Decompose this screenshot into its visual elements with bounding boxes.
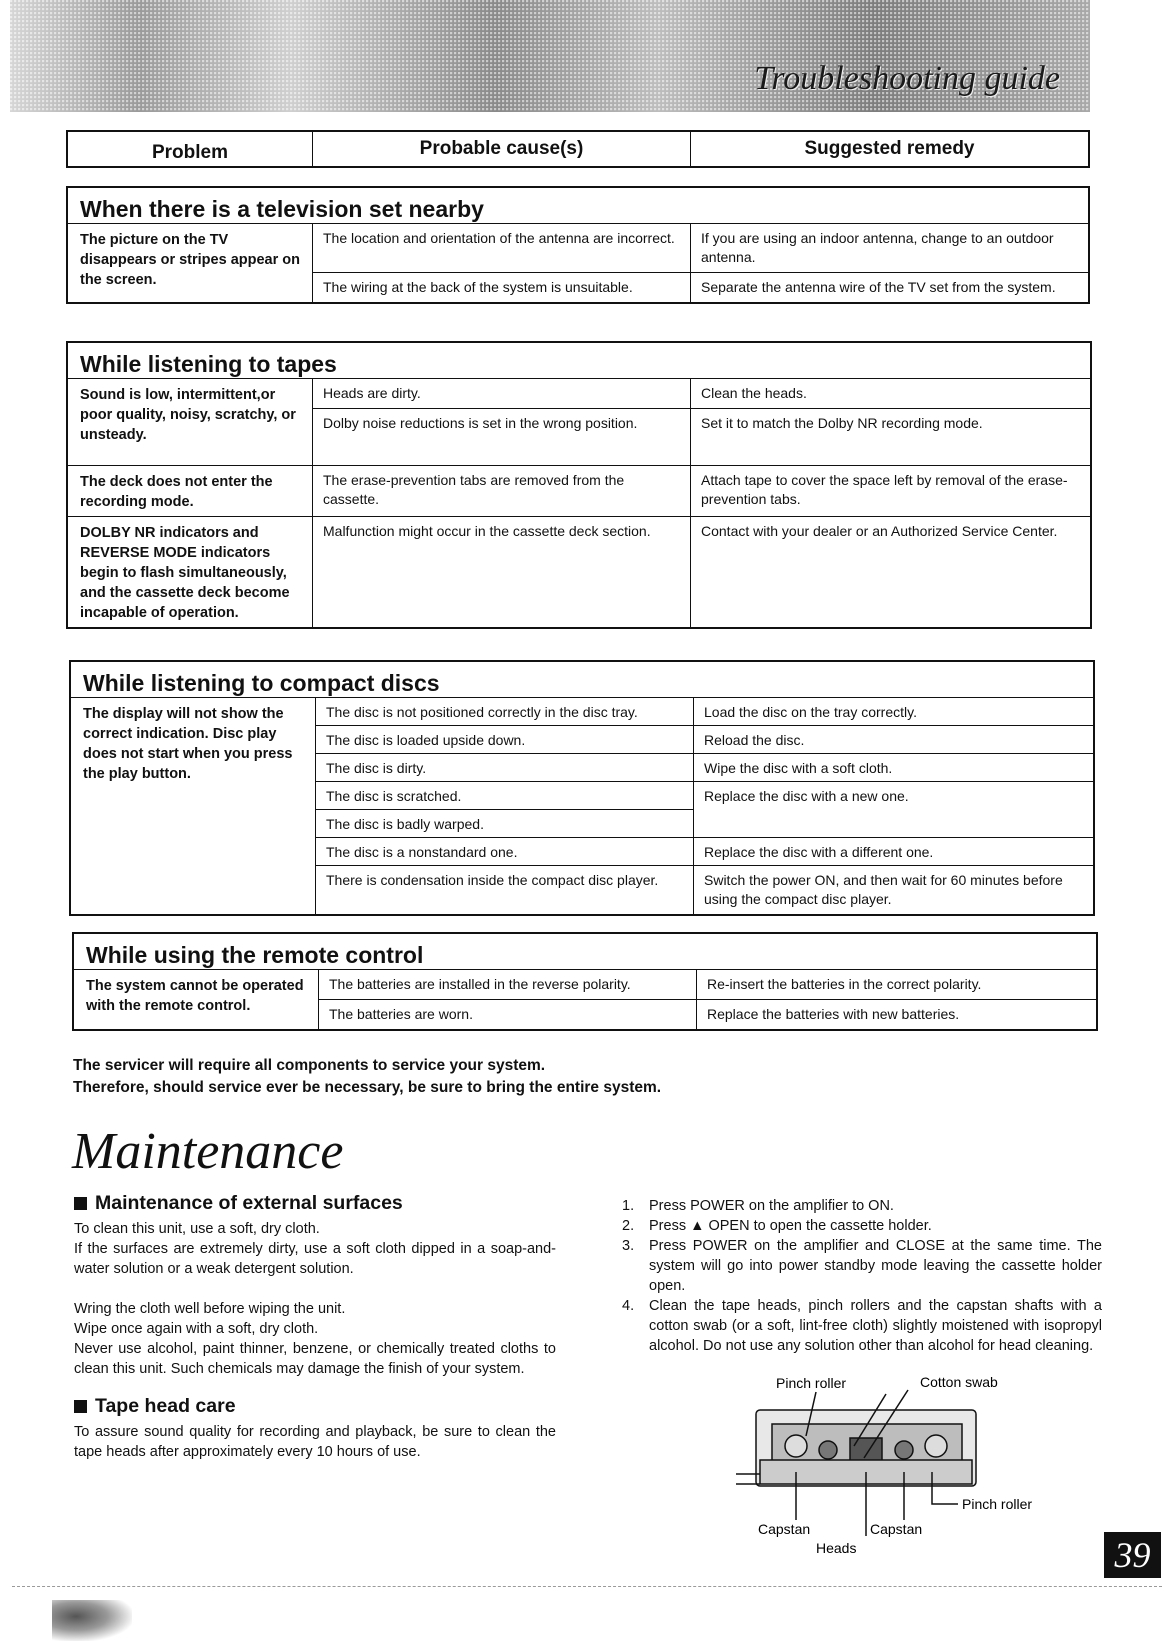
cause-cell: The disc is badly warped. bbox=[316, 810, 693, 838]
table-row bbox=[313, 273, 1088, 302]
maintenance-left-column bbox=[74, 1192, 556, 1462]
footer-divider bbox=[12, 1586, 1162, 1588]
cause-cell: Malfunction might occur in the cassette deck section. bbox=[313, 517, 691, 627]
cause-column bbox=[316, 698, 694, 914]
remedy-cell: Replace the batteries with new batteries. bbox=[707, 1006, 960, 1022]
cause-cell: The location and orientation of the antenna are incorrect. bbox=[313, 224, 691, 272]
notice-line: Therefore, should service ever be necessary, be sure to bring the entire system. bbox=[73, 1079, 662, 1096]
paragraph: To assure sound quality for recording and playback, be sure to clean the tape heads after approximately every 10 hours of use. bbox=[74, 1424, 556, 1460]
cause-cell: The batteries are installed in the reverse polarity. bbox=[319, 970, 697, 999]
header-banner bbox=[10, 0, 1090, 112]
remedy-cell: Replace the disc with a different one. bbox=[694, 838, 1093, 866]
problem-text: The deck does not enter the recording mode. bbox=[68, 466, 313, 516]
remedy-cell: Reload the disc. bbox=[694, 726, 1093, 754]
paragraph: To clean this unit, use a soft, dry cloth. bbox=[74, 1221, 320, 1237]
remedy-cell: Re-insert the batteries in the correct polarity. bbox=[707, 976, 982, 992]
remedy-column bbox=[694, 698, 1093, 914]
label-pinch-roller-right: Pinch roller bbox=[962, 1496, 1033, 1512]
section-title: While listening to tapes bbox=[68, 343, 1090, 379]
remedy-cell: Replace the disc with a new one. bbox=[694, 782, 1093, 838]
label-capstan-left: Capstan bbox=[758, 1521, 811, 1537]
cause-cell: Dolby noise reductions is set in the wrong position. bbox=[313, 409, 691, 465]
problem-text: DOLBY NR indicators and REVERSE MODE indicators begin to flash simultaneously, and the cassette deck become incapable of operation. bbox=[68, 517, 313, 627]
cause-cell: The wiring at the back of the system is unsuitable. bbox=[313, 273, 691, 302]
list-item: 2 . Press ▲ OPEN to open the cassette holder. bbox=[622, 1216, 1102, 1236]
problem-text: The system cannot be operated with the remote control. bbox=[86, 978, 304, 1014]
cause-cell: Heads are dirty. bbox=[313, 379, 691, 408]
column-header-cause: Probable cause(s) bbox=[313, 132, 691, 166]
page-number: 39 bbox=[1104, 1532, 1161, 1578]
section-tapes bbox=[66, 341, 1092, 629]
cleaning-steps bbox=[622, 1196, 1102, 1356]
cause-cell: The batteries are worn. bbox=[319, 1000, 697, 1029]
table-row bbox=[319, 1000, 1096, 1029]
square-bullet-icon bbox=[74, 1400, 87, 1413]
table-row bbox=[313, 224, 1088, 273]
page-title: Troubleshooting guide bbox=[754, 60, 1060, 97]
remedy-cell: Set it to match the Dolby NR recording mode. bbox=[701, 415, 983, 431]
paragraph: If the surfaces are extremely dirty, use a soft cloth dipped in a soap-and-water solution or a weak detergent solution. bbox=[74, 1241, 556, 1277]
problem-group bbox=[68, 466, 1090, 517]
section-title: While using the remote control bbox=[74, 934, 1096, 970]
scan-artifact bbox=[52, 1600, 132, 1641]
label-capstan-right: Capstan bbox=[870, 1521, 923, 1537]
paragraph: Never use alcohol, paint thinner, benzene, or chemically treated cloths to clean this unit. Such chemicals may damage the finish of your system. bbox=[74, 1341, 556, 1377]
notice-line: The servicer will require all components to service your system. bbox=[73, 1057, 546, 1074]
column-header-row bbox=[66, 130, 1090, 168]
remedy-cell: Contact with your dealer or an Authorized Service Center. bbox=[701, 523, 1058, 539]
tape-head-diagram bbox=[736, 1372, 1076, 1572]
problem-text: The picture on the TV disappears or stripes appear on the screen. bbox=[80, 232, 300, 288]
cause-cell: The disc is loaded upside down. bbox=[316, 726, 693, 754]
section-title: When there is a television set nearby bbox=[68, 188, 1088, 224]
external-surfaces-heading bbox=[74, 1192, 556, 1215]
label-heads: Heads bbox=[816, 1540, 857, 1556]
section-remote bbox=[72, 932, 1098, 1031]
table-row bbox=[313, 517, 1090, 627]
problem-group bbox=[68, 517, 1090, 627]
label-cotton-swab: Cotton swab bbox=[920, 1374, 998, 1390]
heading-text: Maintenance of external surfaces bbox=[95, 1192, 403, 1214]
tape-head-care-heading bbox=[74, 1395, 556, 1418]
remedy-cell: Switch the power ON, and then wait for 60 minutes before using the compact disc player. bbox=[704, 872, 1063, 907]
maintenance-right-column bbox=[622, 1196, 1102, 1356]
section-tv bbox=[66, 186, 1090, 304]
cause-cell: The erase-prevention tabs are removed from the cassette. bbox=[313, 466, 691, 516]
service-notice bbox=[73, 1055, 661, 1099]
column-header-remedy: Suggested remedy bbox=[804, 138, 975, 159]
remedy-cell: Separate the antenna wire of the TV set from the system. bbox=[701, 279, 1056, 295]
paragraph: Wipe once again with a soft, dry cloth. bbox=[74, 1321, 319, 1337]
table-row bbox=[313, 409, 1090, 465]
section-title: While listening to compact discs bbox=[71, 662, 1093, 698]
cause-cell: The disc is a nonstandard one. bbox=[316, 838, 693, 866]
remedy-cell: Load the disc on the tray correctly. bbox=[694, 698, 1093, 726]
list-item: 4 . Clean the tape heads, pinch rollers and the capstan shafts with a cotton swab (or a soft, lint-free cloth) slightly moistened with isopropyl alcohol. Do not use any solution other than alcohol for head cleaning. bbox=[622, 1296, 1102, 1356]
remedy-cell: Wipe the disc with a soft cloth. bbox=[694, 754, 1093, 782]
cause-cell: The disc is not positioned correctly in the disc tray. bbox=[316, 698, 693, 726]
list-item: 3 . Press POWER on the amplifier and CLOSE at the same time. The system will go into power standby mode leaving the cassette holder open. bbox=[622, 1236, 1102, 1296]
heading-text: Tape head care bbox=[95, 1395, 236, 1417]
paragraph: Wring the cloth well before wiping the unit. bbox=[74, 1301, 346, 1317]
label-pinch-roller-top: Pinch roller bbox=[776, 1375, 847, 1391]
remedy-cell: Clean the heads. bbox=[701, 385, 807, 401]
remedy-cell: Attach tape to cover the space left by removal of the erase-prevention tabs. bbox=[701, 472, 1068, 507]
cause-cell: The disc is dirty. bbox=[316, 754, 693, 782]
remedy-cell: If you are using an indoor antenna, change to an outdoor antenna. bbox=[701, 230, 1054, 265]
section-cd bbox=[69, 660, 1095, 916]
maintenance-title: Maintenance bbox=[72, 1123, 344, 1180]
table-row bbox=[313, 466, 1090, 516]
list-item: 1 . Press POWER on the amplifier to ON. bbox=[622, 1196, 1102, 1216]
problem-text: The display will not show the correct indication. Disc play does not start when you press the play button. bbox=[83, 706, 293, 782]
cause-cell: The disc is scratched. bbox=[316, 782, 693, 810]
column-header-problem: Problem bbox=[68, 132, 313, 166]
table-row bbox=[313, 379, 1090, 409]
cause-cell: There is condensation inside the compact disc player. bbox=[326, 872, 659, 888]
table-row bbox=[319, 970, 1096, 1000]
square-bullet-icon bbox=[74, 1197, 87, 1210]
problem-text: Sound is low, intermittent,or poor quality, noisy, scratchy, or unsteady. bbox=[68, 379, 313, 465]
problem-group bbox=[68, 379, 1090, 466]
